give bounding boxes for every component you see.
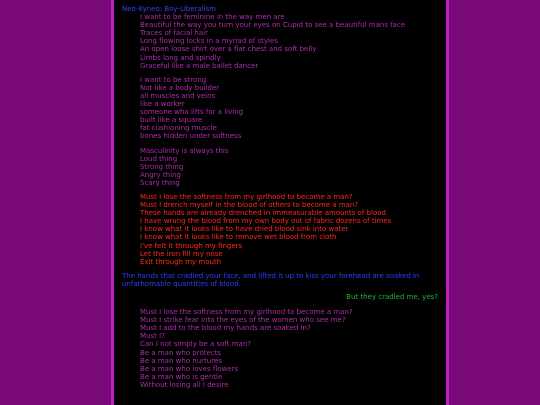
poem-line: I know what it looks like to remove wet blood from cloth [140, 233, 337, 242]
poem-line: Be a man who nurtures [140, 356, 222, 365]
poem-line: Scary thing [140, 178, 180, 187]
stanza-4 [122, 193, 438, 266]
poem-line: Strong thing [140, 162, 184, 171]
poem-line: Angry thing [140, 170, 181, 179]
poem-line: like a worker [140, 100, 185, 109]
poem-line: bones hidden under softness [140, 132, 242, 141]
poem-line: Limbs long and spindly [140, 53, 221, 62]
poem-line: Masculinity is always this [140, 146, 229, 155]
poem-line: Let the iron fill my nose [140, 249, 223, 258]
poem-line: I've felt it through my fingers [140, 241, 243, 250]
poem-line: Can I not simply be a soft man? [140, 340, 251, 349]
poem-line: Must I add to the blood my hands are soaked in? [140, 324, 311, 333]
green-line: But they cradled me, yes? [346, 293, 438, 301]
poem-line: all muscles and veins [140, 91, 216, 100]
poem-line: Be a man who protects [140, 348, 222, 357]
poem-line: Must I lose the softness from my girlhood to become a man? [140, 192, 353, 201]
poem-title: Neo-Kyneo: Boy-Liberalism [122, 5, 217, 13]
poem-line: I want to be strong [140, 75, 207, 84]
poem-line: Must I lose the softness from my girlhood to become a man? [140, 308, 353, 317]
poem-line: Without losing all I desire [140, 380, 229, 389]
poem-line: I have wrung the blood from my own body out of fabric dozens of times [140, 217, 392, 226]
poem-line: Beautiful the way you turn your eyes on Cupid to see a beautiful mans face [140, 21, 406, 30]
poem-line: Exit through my mouth [140, 257, 222, 266]
stanza-1 [122, 13, 438, 70]
poem-line: Traces of facial hair [140, 29, 208, 38]
poem-line: An open loose shirt over a flat chest and soft belly [140, 45, 317, 54]
poem-line: These hands are already drenched in immeasurable amounts of blood [140, 209, 386, 218]
poem-line: Be a man who loves flowers [140, 364, 239, 373]
poem-line: someone who lifts for a living [140, 108, 244, 117]
poem-content [114, 0, 446, 389]
poem-line: Loud thing [140, 154, 178, 163]
poem-panel [111, 0, 449, 405]
poem-line: I want to be feminine in the way men are [140, 13, 285, 22]
poem-line: Long flowing locks in a myriad of styles [140, 37, 278, 46]
poem-line: Be a man who is gentle [140, 372, 223, 381]
poem-line: Graceful like a male ballet dancer [140, 61, 259, 70]
poem-line: Not like a body builder [140, 83, 220, 92]
poem-line: Must I strike fear into the eyes of the women who see me? [140, 316, 346, 325]
stanza-5 [122, 308, 438, 389]
poem-line: I know what it looks like to have dried blood sink into water [140, 225, 349, 234]
poem-line: fat cushioning muscle [140, 124, 217, 133]
blue-paragraph: The hands that cradled your face, and lifted it up to kiss your forehead are soaked in unfathomable quantities of blood. [122, 271, 420, 288]
stanza-3 [122, 147, 438, 187]
stanza-2 [122, 76, 438, 141]
poem-line: Must I? [140, 332, 165, 341]
poem-line: built like a square [140, 116, 203, 125]
poem-line: Must I drench myself in the blood of others to become a man? [140, 201, 359, 210]
